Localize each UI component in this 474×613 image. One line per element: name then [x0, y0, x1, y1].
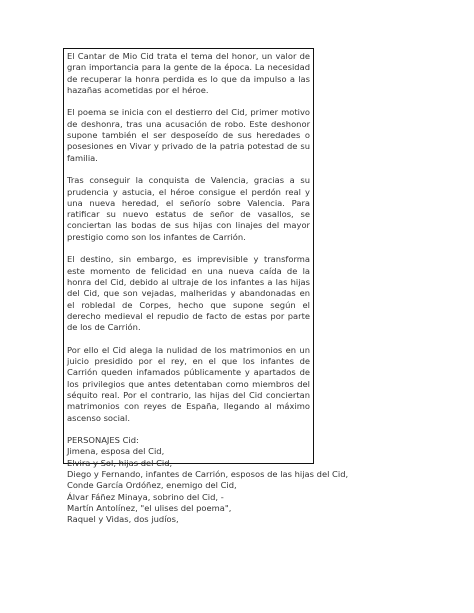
paragraph-juicio: Por ello el Cid alega la nulidad de los matrimonios en un juicio presidido por el rey, en el que los infantes de Carrión queden infamados públicamente y apartados de los privilegios que antes detentaban como miembros del séquito real. Por el contrario, las hijas del Cid conciertan matrimonios con reyes de España, llegando al máximo ascenso social. — [67, 344, 310, 423]
list-item: Elvira y Sol, hijas del Cid, — [67, 457, 173, 468]
personajes-list — [67, 435, 349, 525]
list-item: Álvar Fáñez Minaya, sobrino del Cid, - — [67, 491, 224, 502]
list-item: Diego y Fernando, infantes de Carrión, esposos de las hijas del Cid, — [67, 468, 349, 479]
document-page — [63, 48, 349, 525]
paragraph-destierro: El poema se inicia con el destierro del Cid, primer motivo de deshonra, tras una acusación de robo. Este deshonor supone también el ser desposeído de sus heredades o posesiones en Vivar y privado de la patria potestad de su familia. — [67, 107, 310, 163]
list-item: Martín Antolínez, "el ulises del poema", — [67, 502, 232, 513]
list-item: Raquel y Vidas, dos judíos, — [67, 514, 179, 525]
personajes-title: PERSONAJES Cid: — [67, 435, 139, 446]
list-item: Conde García Ordóñez, enemigo del Cid, — [67, 480, 237, 491]
paragraph-destino: El destino, sin embargo, es imprevisible y transforma este momento de felicidad en una nueva caída de la honra del Cid, debido al ultraje de los infantes a las hijas del Cid, que son vejadas, malheridas y abandonadas en el robledal de Corpes, hecho que supone según el derecho medieval el repudio de facto de estas por parte de los de Carrión. — [67, 254, 310, 333]
list-item: Jimena, esposa del Cid, — [67, 446, 165, 457]
paragraph-honor: El Cantar de Mio Cid trata el tema del honor, un valor de gran importancia para la gente de la época. La necesidad de recuperar la honra perdida es lo que da impulso a las hazañas acometidas por el héroe. — [67, 51, 310, 95]
paragraph-valencia: Tras conseguir la conquista de Valencia, gracias a su prudencia y astucia, el héroe consigue el perdón real y una nueva heredad, el señorío sobre Valencia. Para ratificar su nuevo estatus de señor de vasallos, se conciertan las bodas de sus hijas con linajes del mayor prestigio como son los infantes de Carrión. — [67, 175, 310, 242]
